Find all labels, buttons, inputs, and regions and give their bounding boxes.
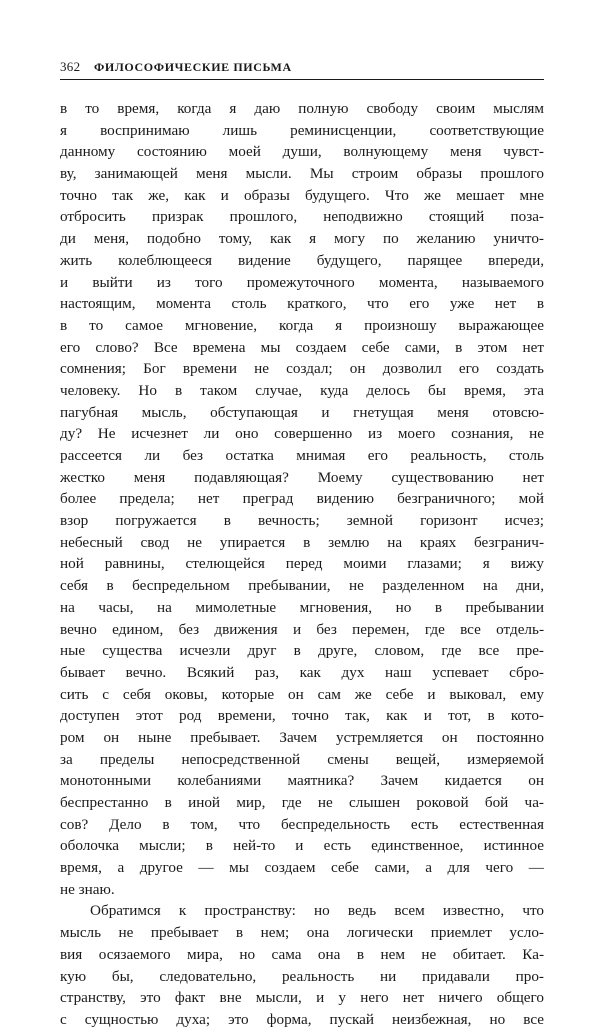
text-line: сов? Дело в том, что беспредельность есть естественная	[60, 815, 544, 833]
text-line: на часы, на мимолетные мгновения, но в пребывании	[60, 598, 544, 616]
text-line: пагубная мысль, обступающая и гнетущая меня отовсю-	[60, 403, 544, 421]
paragraph-2	[60, 900, 544, 1030]
text-line: вечно едином, без движения и без перемен, где все отдель-	[60, 620, 544, 638]
text-line: с сущностью духа; это форма, пускай неизбежная, но все	[60, 1010, 544, 1028]
text-line: в то самое мгновение, когда я произношу выражающее	[60, 316, 544, 334]
header-rule	[60, 79, 544, 80]
running-title: ФИЛОСОФИЧЕСКИЕ ПИСЬМА	[94, 60, 292, 74]
text-line: монотонными колебаниями маятника? Зачем кидается он	[60, 772, 544, 790]
text-line: ву, занимающей меня мысли. Мы строим образы прошлого	[60, 165, 544, 183]
text-line: сить с себя оковы, которые он сам же себе и выковал, ему	[60, 685, 544, 703]
text-line: ной равнины, стелющейся перед моими глазами; я вижу	[60, 555, 544, 573]
text-line: доступен этот род времени, точно так, как и тот, в кото-	[60, 707, 544, 725]
text-line: человеку. Но в таком случае, куда делось бы время, эта	[60, 381, 544, 399]
text-line: ные существа исчезли друг в друге, словом, где все пре-	[60, 642, 544, 660]
text-line: его слово? Все времена мы создаем себе сами, в этом нет	[60, 338, 544, 356]
text-line: ром он ныне пребывает. Зачем устремляется он постоянно	[60, 728, 544, 746]
text-line: рассеется ли без остатка мнимая его реальность, столь	[60, 447, 544, 464]
text-line: вия осязаемого мира, но сама она в нем не обитает. Ка-	[60, 945, 544, 963]
text-line: бывает вечно. Всякий раз, как дух наш успевает сбро-	[60, 663, 544, 681]
text-line: жить колеблющееся видение будущего, парящее впереди,	[60, 251, 544, 269]
text-line: ду? Не исчезнет ли оно совершенно из моего сознания, не	[60, 425, 544, 443]
text-line: странству, это факт вне мысли, и у него нет ничего общего	[60, 989, 544, 1007]
body-text	[60, 98, 544, 1031]
text-line: ди меня, подобно тому, как я могу по желанию уничто-	[60, 230, 544, 248]
text-line: не знаю.	[60, 880, 115, 898]
text-line: в то время, когда я даю полную свободу своим мыслям	[60, 100, 544, 117]
page-number: 362	[60, 59, 81, 74]
text-line: более предела; нет преград видению безграничного; мой	[60, 490, 544, 508]
text-line: за пределы непосредственной смены вещей, измеряемой	[60, 750, 544, 768]
text-line: и выйти из того промежуточного момента, называемого	[60, 273, 544, 291]
text-line: жестко меня подавляющая? Моему существованию нет	[60, 468, 544, 486]
text-line: настоящим, момента столь краткого, что его уже нет в	[60, 295, 544, 313]
running-header	[60, 59, 544, 79]
text-line: себя в беспредельном пребывании, не разделенном на дни,	[60, 577, 544, 595]
text-line: точно так же, как и образы будущего. Что же мешает мне	[60, 186, 544, 204]
text-line: я воспринимаю лишь реминисценции, соответствующие	[60, 121, 544, 139]
paragraph-1	[60, 98, 544, 900]
text-line: данному состоянию моей души, волнующему меня чувст-	[60, 143, 544, 161]
text-line: оболочка мысли; в ней-то и есть единственное, истинное	[60, 837, 544, 855]
text-line: небесный свод не упирается в землю на краях безгранич-	[60, 533, 544, 551]
text-line: беспрестанно в иной мир, где не слышен роковой бой ча-	[60, 794, 544, 811]
text-line: Обратимся к пространству: но ведь всем известно, что	[90, 902, 544, 920]
text-line: время, а другое — мы создаем себе сами, а для чего —	[60, 859, 544, 877]
text-line: мысль не пребывает в нем; она логически приемлет усло-	[60, 924, 544, 942]
text-line: отбросить призрак прошлого, неподвижно стоящий поза-	[60, 208, 544, 226]
text-line: сомнения; Бог времени не создал; он дозволил его создать	[60, 360, 544, 378]
text-line: кую бы, следовательно, реальность ни придавали про-	[60, 967, 544, 985]
text-line: взор погружается в вечность; земной горизонт исчез;	[60, 512, 544, 530]
